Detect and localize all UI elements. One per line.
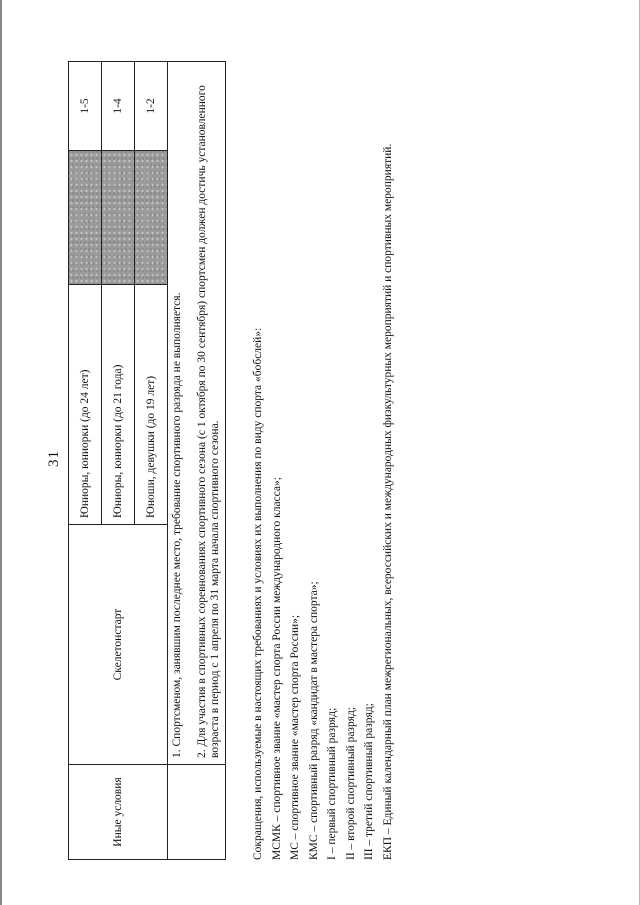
shaded-cell xyxy=(102,151,135,285)
abbreviation-item: III – третий спортивный разряд; xyxy=(363,703,375,860)
place-range-cell: 1-4 xyxy=(102,62,135,151)
age-category-cell: Юниоры, юниорки (до 24 лет) xyxy=(69,285,102,525)
place-range-cell: 1-5 xyxy=(69,62,102,151)
abbreviation-item: МСМК – спортивное звание «мастер спорта России международного класса»; xyxy=(270,477,283,860)
page-number: 31 xyxy=(46,450,62,467)
shaded-cell xyxy=(135,151,168,285)
abbreviations-section xyxy=(252,60,395,860)
shaded-cell xyxy=(69,151,102,285)
age-category-cell: Юноши, девушки (до 19 лет) xyxy=(135,285,168,525)
abbreviation-item: МС – спортивное звание «мастер спорта России»; xyxy=(289,614,301,860)
age-category-cell: Юниоры, юниорки (до 21 года) xyxy=(102,285,135,525)
other-conditions-cell xyxy=(69,765,168,860)
abbreviation-item: КМС – спортивный разряд «кандидат в мастера спорта»; xyxy=(307,581,320,860)
place-range-cell: 1-2 xyxy=(135,62,168,151)
note-2: 2. Для участия в спортивных соревнованиях спортивного сезона (с 1 октября по 30 сентября) спортсмен должен достичь установленного возраста в период с 1 апреля по 31 марта начала спортивного сезона. xyxy=(196,85,221,758)
sport-group-label: Скелетонстарт xyxy=(112,608,124,681)
note-1: 1. Спортсменом, занявшим последнее место, требование спортивного разряда не выполняется. xyxy=(171,292,183,758)
requirements-table xyxy=(68,61,226,860)
empty-cell xyxy=(168,765,226,860)
table-row xyxy=(69,62,102,860)
abbreviation-item: ЕКП – Единый календарный план межрегиональных, всероссийских и международных физкультурных мероприятий и спортивных мероприятий. xyxy=(381,143,394,860)
abbreviation-item: I – первый спортивный разряд; xyxy=(326,707,338,860)
abbreviations-intro: Сокращения, используемые в настоящих требованиях и условиях их выполнения по виду спорта «бобслей»: xyxy=(252,327,264,860)
notes-row xyxy=(168,62,226,860)
other-conditions-label: Иные условия xyxy=(112,777,124,847)
notes-cell xyxy=(168,62,226,765)
abbreviation-item: II – второй спортивный разряд; xyxy=(344,706,357,860)
sport-group-cell xyxy=(69,525,168,765)
